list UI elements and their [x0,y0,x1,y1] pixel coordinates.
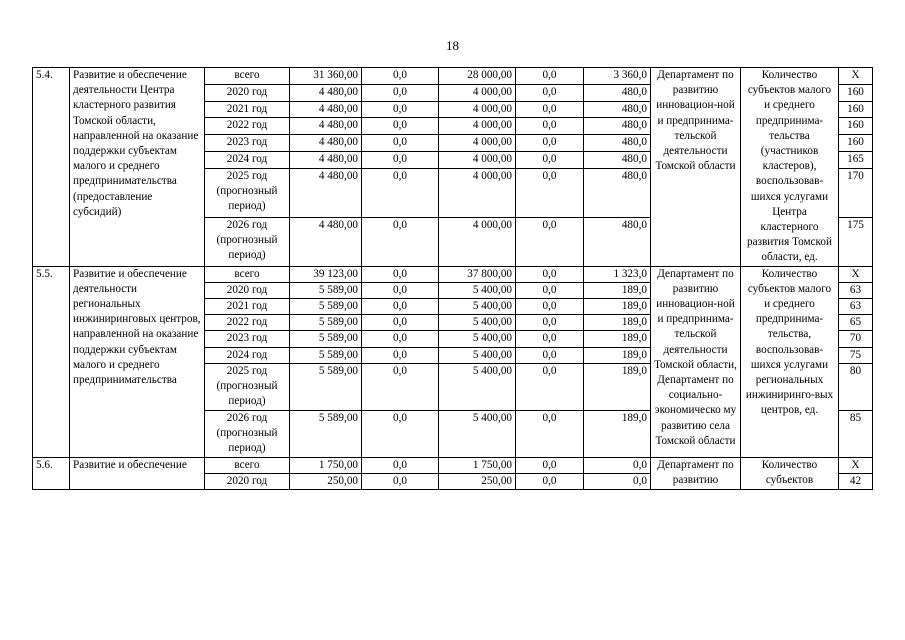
total-cell: 4 480,00 [290,168,362,217]
fund-cell: 189,0 [584,299,651,315]
year-cell: 2025 год (прогнозный период) [205,168,290,217]
fund-cell: 0,0 [362,84,439,101]
target-cell: 170 [839,168,873,217]
fund-cell: 0,0 [516,347,584,363]
fund-cell: 0,0 [362,118,439,135]
fund-cell: 0,0 [516,168,584,217]
year-cell: 2022 год [205,118,290,135]
year-cell: 2023 год [205,331,290,347]
total-cell: 250,00 [290,474,362,490]
fund-cell: 37 800,00 [439,266,516,282]
fund-cell: 0,0 [516,152,584,169]
fund-cell: 0,0 [362,410,439,457]
fund-cell: 0,0 [362,152,439,169]
fund-cell: 4 000,00 [439,135,516,152]
target-cell: 160 [839,118,873,135]
target-cell: 42 [839,474,873,490]
year-cell: 2024 год [205,152,290,169]
total-cell: 5 589,00 [290,282,362,298]
table-row [33,266,873,282]
year-cell: 2024 год [205,347,290,363]
fund-cell: 0,0 [516,217,584,266]
year-cell: 2022 год [205,315,290,331]
fund-cell: 0,0 [516,457,584,473]
fund-cell: 1 323,0 [584,266,651,282]
fund-cell: 480,0 [584,118,651,135]
year-cell: 2023 год [205,135,290,152]
fund-cell: 0,0 [516,282,584,298]
fund-cell: 0,0 [362,101,439,118]
total-cell: 4 480,00 [290,217,362,266]
section-name: Развитие и обеспечение деятельности Центра кластерного развития Томской области, направленной на оказание поддержки субъектам малого и среднего предпринимательства (предоставление субсидий) [70,68,205,267]
total-cell: 4 480,00 [290,152,362,169]
fund-cell: 0,0 [516,101,584,118]
fund-cell: 0,0 [362,331,439,347]
fund-cell: 4 000,00 [439,84,516,101]
fund-cell: 0,0 [362,363,439,410]
fund-cell: 189,0 [584,363,651,410]
fund-cell: 0,0 [516,68,584,85]
total-cell: 5 589,00 [290,347,362,363]
fund-cell: 0,0 [516,474,584,490]
fund-cell: 480,0 [584,84,651,101]
table-row [33,457,873,473]
fund-cell: 3 360,0 [584,68,651,85]
fund-cell: 1 750,00 [439,457,516,473]
fund-cell: 189,0 [584,315,651,331]
executor-cell: Департамент по развитию [651,457,741,489]
total-cell: 5 589,00 [290,315,362,331]
fund-cell: 0,0 [516,315,584,331]
target-cell: 85 [839,410,873,457]
table-row [33,68,873,85]
fund-cell: 5 400,00 [439,299,516,315]
target-cell: 65 [839,315,873,331]
target-cell: 70 [839,331,873,347]
fund-cell: 4 000,00 [439,152,516,169]
fund-cell: 0,0 [584,474,651,490]
year-cell: 2020 год [205,474,290,490]
fund-cell: 0,0 [362,282,439,298]
executor-cell: Департамент по развитию инновацион-ной и предпринима-тельской деятельности Томской области [651,68,741,267]
fund-cell: 0,0 [516,331,584,347]
year-cell: 2021 год [205,101,290,118]
target-cell: X [839,457,873,473]
fund-cell: 189,0 [584,410,651,457]
fund-cell: 250,00 [439,474,516,490]
fund-cell: 4 000,00 [439,118,516,135]
page-number: 18 [446,38,459,53]
year-cell: 2020 год [205,282,290,298]
year-cell: всего [205,266,290,282]
total-cell: 1 750,00 [290,457,362,473]
program-table [32,67,873,490]
total-cell: 5 589,00 [290,363,362,410]
target-cell: 160 [839,101,873,118]
fund-cell: 480,0 [584,135,651,152]
total-cell: 31 360,00 [290,68,362,85]
target-cell: 175 [839,217,873,266]
fund-cell: 0,0 [584,457,651,473]
year-cell: всего [205,68,290,85]
target-cell: 165 [839,152,873,169]
fund-cell: 5 400,00 [439,282,516,298]
fund-cell: 0,0 [362,457,439,473]
fund-cell: 480,0 [584,101,651,118]
fund-cell: 5 400,00 [439,347,516,363]
year-cell: всего [205,457,290,473]
fund-cell: 0,0 [516,135,584,152]
year-cell: 2026 год (прогнозный период) [205,217,290,266]
target-cell: 75 [839,347,873,363]
executor-cell: Департамент по развитию инновацион-ной и предпринима-тельской деятельности Томской области, Департамент по социально-экономическо му развитию села Томской области [651,266,741,457]
fund-cell: 4 000,00 [439,101,516,118]
year-cell: 2026 год (прогнозный период) [205,410,290,457]
fund-cell: 480,0 [584,152,651,169]
fund-cell: 0,0 [362,299,439,315]
total-cell: 5 589,00 [290,410,362,457]
indicator-cell: Количество субъектов малого и среднего предпринима-тельства (участников кластеров), воспользовав-шихся услугами Центра кластерного развития Томской области, ед. [741,68,839,267]
fund-cell: 0,0 [362,347,439,363]
fund-cell: 4 000,00 [439,168,516,217]
target-cell: X [839,266,873,282]
target-cell: 63 [839,282,873,298]
fund-cell: 5 400,00 [439,410,516,457]
fund-cell: 480,0 [584,168,651,217]
total-cell: 4 480,00 [290,118,362,135]
section-number: 5.5. [33,266,70,457]
fund-cell: 0,0 [362,266,439,282]
fund-cell: 0,0 [516,266,584,282]
target-cell: 63 [839,299,873,315]
year-cell: 2021 год [205,299,290,315]
fund-cell: 0,0 [516,363,584,410]
total-cell: 5 589,00 [290,299,362,315]
fund-cell: 5 400,00 [439,363,516,410]
fund-cell: 480,0 [584,217,651,266]
total-cell: 4 480,00 [290,135,362,152]
fund-cell: 189,0 [584,331,651,347]
total-cell: 4 480,00 [290,101,362,118]
fund-cell: 0,0 [516,410,584,457]
fund-cell: 0,0 [516,299,584,315]
fund-cell: 0,0 [516,84,584,101]
section-name: Развитие и обеспечение [70,457,205,489]
total-cell: 4 480,00 [290,84,362,101]
fund-cell: 0,0 [362,68,439,85]
fund-cell: 0,0 [516,118,584,135]
section-name: Развитие и обеспечение деятельности региональных инжиниринговых центров, направленной на оказание поддержки субъектам малого и среднего предпринимательства [70,266,205,457]
fund-cell: 0,0 [362,168,439,217]
fund-cell: 4 000,00 [439,217,516,266]
fund-cell: 0,0 [362,135,439,152]
fund-cell: 189,0 [584,347,651,363]
indicator-cell: Количество субъектов [741,457,839,489]
year-cell: 2025 год (прогнозный период) [205,363,290,410]
fund-cell: 5 400,00 [439,315,516,331]
total-cell: 39 123,00 [290,266,362,282]
target-cell: 80 [839,363,873,410]
target-cell: 160 [839,135,873,152]
fund-cell: 28 000,00 [439,68,516,85]
fund-cell: 5 400,00 [439,331,516,347]
indicator-cell: Количество субъектов малого и среднего предпринима-тельства, воспользовав-шихся услугами региональных инжиниринго-вых центров, ед. [741,266,839,457]
fund-cell: 0,0 [362,217,439,266]
section-number: 5.6. [33,457,70,489]
target-cell: X [839,68,873,85]
section-number: 5.4. [33,68,70,267]
fund-cell: 0,0 [362,474,439,490]
fund-cell: 189,0 [584,282,651,298]
year-cell: 2020 год [205,84,290,101]
total-cell: 5 589,00 [290,331,362,347]
fund-cell: 0,0 [362,315,439,331]
target-cell: 160 [839,84,873,101]
